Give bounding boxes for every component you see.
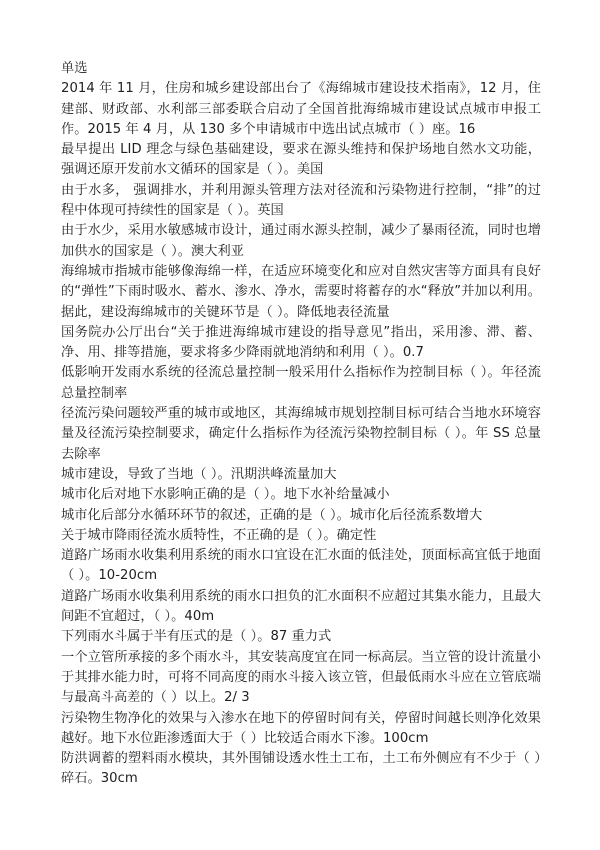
question-item — [61, 404, 541, 465]
question-item — [61, 546, 541, 587]
answer-text: 16 — [458, 121, 476, 137]
answer-text: 汛期洪峰流量加大 — [230, 466, 337, 482]
answer-text: 30cm — [100, 771, 138, 787]
question-text: 低影响开发雨水系统的径流总量控制一般采用什么指标作为控制目标（ ）。 — [61, 365, 501, 381]
question-text: 2014 年 11 月，住房和城乡建设部出台了《海绵城市建设技术指南》，12 月，住建部、财政部、水利部三部委联合启动了全国首批海绵城市建设试点城市申报工作。2015 年 4 月，从 130 多个申请城市中选出试点城市（ ）座。 — [61, 81, 541, 137]
question-text: 城市建设，导致了当地（ ）。 — [61, 466, 231, 482]
answer-text: 年 SS 总量去除率 — [61, 426, 541, 462]
question-text: 污染物生物净化的效果与入渗水在地下的停留时间有关，停留时间越长则净化效果越好。地下水位距渗透面大于（ ）比较适合雨水下渗。 — [61, 710, 541, 746]
answer-text: 地下水补给量减小 — [283, 487, 390, 503]
answer-text: 10-20cm — [98, 568, 158, 584]
question-text: 道路广场雨水收集利用系统的雨水口担负的汇水面积不应超过其集水能力，且最大间距不宜超过，（ ）。 — [61, 588, 541, 625]
question-item — [61, 648, 541, 709]
section-heading: 单选 — [61, 61, 88, 76]
question-item — [61, 526, 541, 546]
question-item — [61, 140, 541, 181]
question-list — [61, 79, 541, 789]
answer-text: 100cm — [382, 730, 429, 746]
answer-text: 降低地表径流量 — [296, 304, 390, 320]
question-item — [61, 506, 541, 526]
question-item — [61, 221, 541, 262]
question-item — [61, 181, 541, 222]
answer-text: 城市化后径流系数增大 — [349, 507, 483, 523]
answer-text: 确定性 — [336, 527, 377, 543]
question-text: 防洪调蓄的塑料雨水模块，其外围铺设透水性土工布，土工布外侧应有不少于（ ）碎石。 — [61, 751, 541, 787]
question-item — [61, 587, 541, 628]
answer-text: 澳大利亚 — [191, 243, 244, 259]
answer-text: 年径流总量控制率 — [61, 365, 541, 401]
question-text: 径流污染问题较严重的城市或地区，其海绵城市规划控制目标可结合当地水环境容量及径流污染控制要求，确定什么指标作为径流污染物控制目标（ ）。 — [61, 406, 541, 442]
question-item — [61, 363, 541, 404]
answer-text: 0.7 — [402, 345, 424, 361]
question-item — [61, 709, 541, 750]
question-text: 一个立管所承接的多个雨水斗，其安装高度宜在同一标高层。当立管的设计流量小于其排水能力时，可将不同高度的雨水斗接入该立管，但最低雨水斗应在立管底端与最高斗高差的（ ）以上。 — [61, 649, 541, 706]
question-item — [61, 627, 541, 647]
question-item — [61, 262, 541, 323]
answer-text: 2/ 3 — [224, 690, 250, 706]
answer-text: 英国 — [257, 203, 284, 219]
question-text: 城市化后部分水循环环节的叙述，正确的是（ ）。 — [61, 507, 350, 523]
question-text: 国务院办公厅出台“关于推进海绵城市建设的指导意见”指出，采用渗、滞、蓄、净、用、排等措施，要求将多少降雨就地消纳和利用（ ）。 — [61, 324, 541, 361]
question-text: 关于城市降雨径流水质特性，不正确的是（ ）。 — [61, 527, 337, 543]
answer-text: 美国 — [296, 162, 324, 178]
question-item — [61, 465, 541, 485]
question-text: 道路广场雨水收集利用系统的雨水口宜设在汇水面的低洼处，顶面标高宜低于地面（ ）。 — [61, 548, 541, 584]
question-text: 由于水少，采用水敏感城市设计，通过雨水源头控制，减少了暴雨径流，同时也增加供水的国家是（ ）。 — [61, 223, 541, 259]
question-item — [61, 79, 541, 140]
question-text: 下列雨水斗属于半有压式的是（ ）。 — [61, 629, 271, 645]
question-text: 由于水多， 强调排水，并利用源头管理方法对径流和污染物进行控制，“排”的过程中体现可持续性的国家是（ ）。 — [61, 182, 541, 219]
question-text: 最早提出 LID 理念与绿色基础建设，要求在源头维持和保护场地自然水文功能，强调还原开发前水文循环的国家是（ ）。 — [61, 142, 541, 178]
document-page — [61, 59, 541, 790]
question-item — [61, 323, 541, 364]
question-item — [61, 485, 541, 505]
answer-text: 87 重力式 — [270, 629, 332, 645]
answer-text: 40m — [184, 609, 215, 625]
question-item — [61, 749, 541, 790]
question-text: 海绵城市指城市能够像海绵一样，在适应环境变化和应对自然灾害等方面具有良好的“弹性”下雨时吸水、蓄水、渗水、净水，需要时将蓄存的水“释放”并加以利用。据此，建设海绵城市的关键环节是（ ）。 — [61, 263, 541, 320]
question-text: 城市化后对地下水影响正确的是（ ）。 — [61, 487, 284, 503]
